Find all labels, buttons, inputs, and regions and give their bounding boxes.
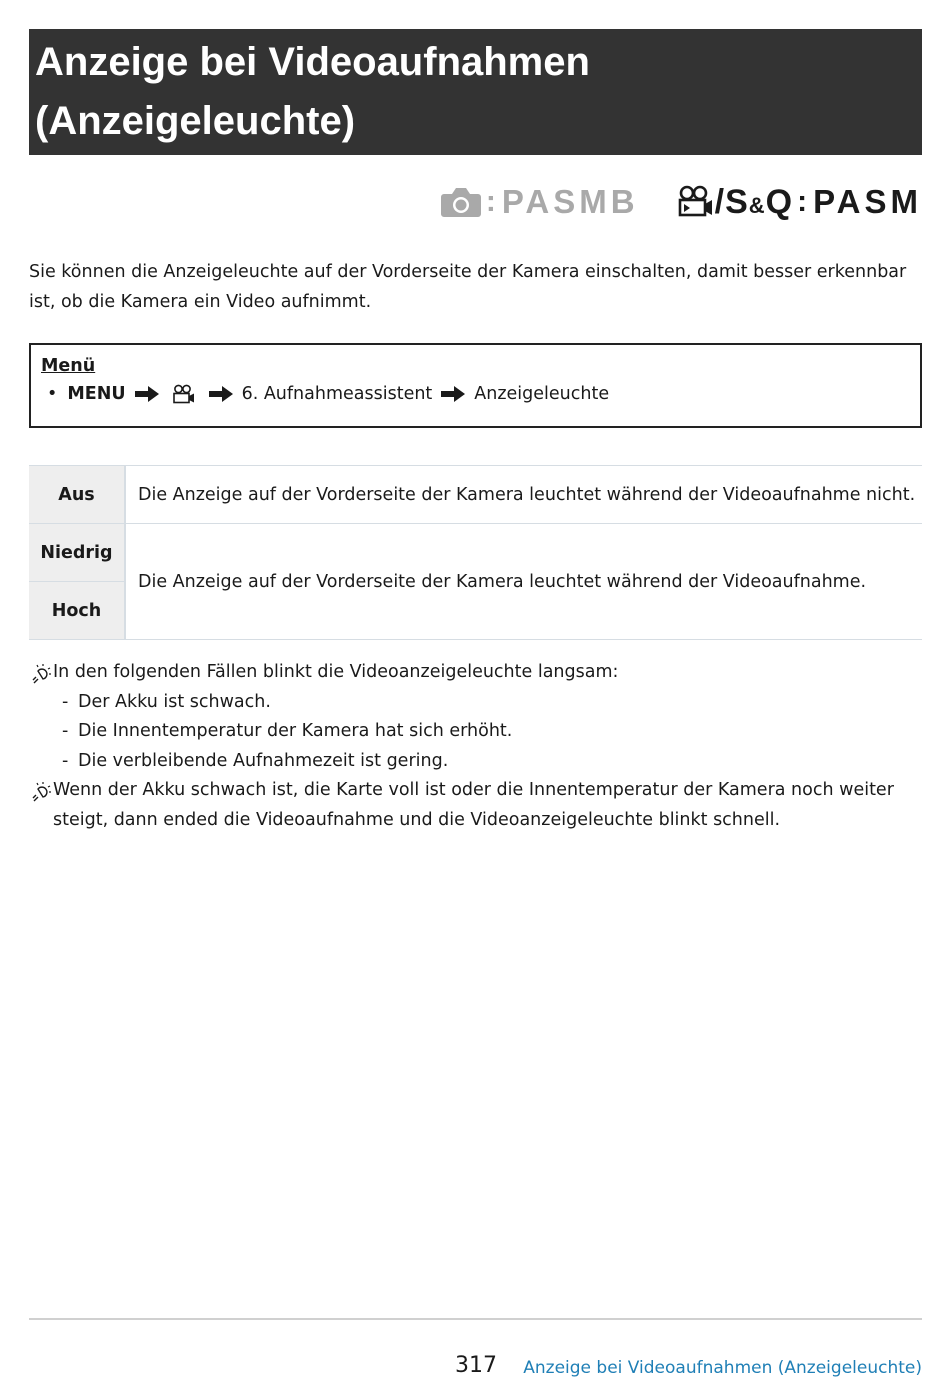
- page-title-bar: [29, 29, 922, 155]
- page-title-line-2: (Anzeigeleuchte): [35, 99, 356, 143]
- sq-mode-label: [715, 183, 793, 222]
- menu-step-aufnahmeassistent: 6. Aufnahmeassistent: [241, 384, 433, 404]
- menu-path: [41, 379, 920, 409]
- option-desc-aus: Die Anzeige auf der Vorderseite der Kamera leuchtet während der Videoaufnahme nicht.: [125, 466, 922, 524]
- sq-slash: /: [714, 182, 726, 221]
- page-number: 317: [455, 1353, 497, 1378]
- video-modes: [677, 183, 922, 222]
- arrow-right-icon: [440, 385, 466, 403]
- options-table: [29, 465, 922, 640]
- option-desc-on: Die Anzeige auf der Vorderseite der Kamera leuchtet während der Videoaufnahme.: [125, 524, 922, 640]
- list-item: [29, 717, 922, 747]
- sq-s: S: [725, 182, 749, 221]
- note-text-2: Wenn der Akku schwach ist, die Karte voll ist oder die Innentemperatur der Kamera noch weiter steigt, dann ended die Videoaufnahme und die Videoanzeigeleuchte blinkt schnell.: [53, 780, 894, 830]
- list-dash: -: [62, 750, 69, 771]
- menu-key-label: MENU: [67, 384, 126, 404]
- menu-step-anzeigeleuchte: Anzeigeleuchte: [474, 384, 610, 404]
- footer-divider: [29, 1318, 922, 1320]
- sub-item-text: Die verbleibende Aufnahmezeit ist gering.: [78, 750, 449, 771]
- intro-paragraph: Sie können die Anzeigeleuchte auf der Vorderseite der Kamera einschalten, damit besser erkennbar ist, ob die Kamera ein Video aufnimmt.: [29, 262, 907, 312]
- sub-item-text: Die Innentemperatur der Kamera hat sich erhöht.: [78, 721, 513, 741]
- sq-ampersand: &: [748, 192, 766, 218]
- page-title-line-1: Anzeige bei Videoaufnahmen: [35, 40, 590, 84]
- list-item: [29, 688, 922, 718]
- camera-icon: [440, 185, 482, 219]
- list-dash: -: [62, 721, 69, 741]
- menu-path-box: [29, 343, 922, 428]
- hint-icon: [29, 658, 53, 688]
- shooting-modes: [440, 178, 922, 226]
- option-key-aus: Aus: [29, 466, 125, 524]
- table-row: [29, 524, 922, 582]
- photo-modes: [440, 183, 639, 221]
- list-item: [29, 747, 922, 777]
- arrow-right-icon: [208, 385, 234, 403]
- table-row: [29, 466, 922, 524]
- sub-item-text: Der Akku ist schwach.: [78, 691, 271, 712]
- movie-camera-icon: [677, 185, 715, 219]
- menu-bullet: •: [47, 384, 58, 404]
- option-key-niedrig: Niedrig: [29, 524, 125, 582]
- movie-camera-icon: [172, 384, 196, 404]
- photo-mode-colon: :: [485, 185, 496, 218]
- note-item: [29, 776, 922, 835]
- note-text-1: In den folgenden Fällen blinkt die Videoanzeigeleuchte langsam:: [53, 662, 619, 682]
- list-dash: -: [62, 691, 69, 712]
- sq-q: Q: [765, 182, 794, 221]
- video-mode-letters: PASM: [813, 183, 922, 220]
- photo-mode-letters: PASMB: [501, 183, 639, 220]
- menu-title: Menü: [41, 356, 96, 376]
- arrow-right-icon: [134, 385, 160, 403]
- hint-icon: [29, 776, 53, 835]
- option-key-hoch: Hoch: [29, 582, 125, 640]
- note-item: [29, 658, 922, 688]
- section-link[interactable]: Anzeige bei Videoaufnahmen (Anzeigeleuchte): [523, 1358, 922, 1378]
- video-mode-colon: :: [797, 185, 808, 218]
- notes-section: [29, 658, 922, 835]
